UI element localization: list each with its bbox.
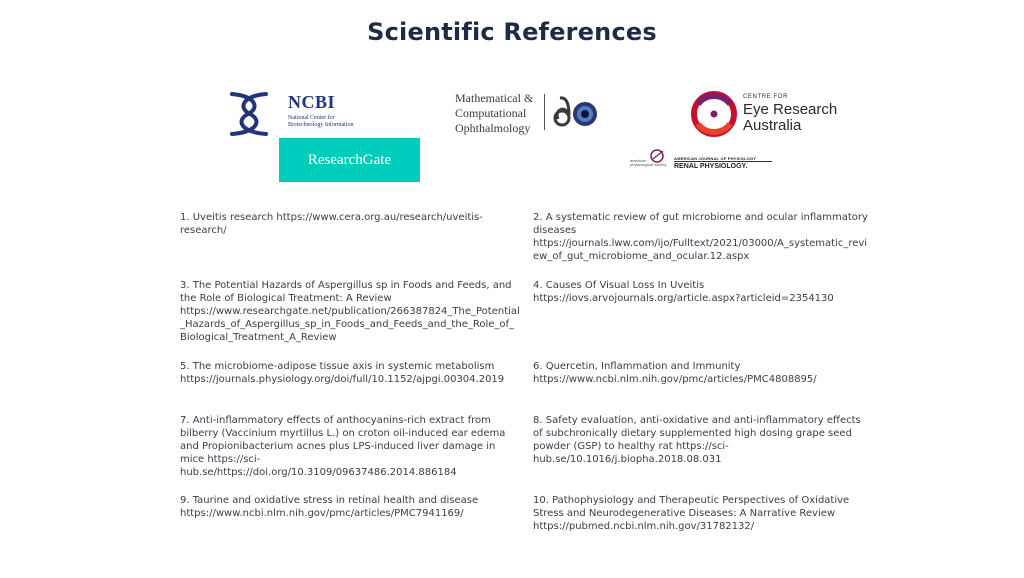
reference-9: 9. Taurine and oxidative stress in retinal health and disease https://www.ncbi.nlm.nih.gov/pmc/articles/PMC7941169/ [180, 495, 479, 519]
journal-divider [674, 161, 772, 162]
dna-helix-icon [226, 90, 274, 138]
cera-line-2: Australia [743, 117, 802, 134]
ncbi-subtitle: National Center for Biotechnology Information [288, 115, 354, 128]
ncbi-logo [226, 90, 366, 138]
society-name: american physiological society [630, 158, 667, 167]
mco-divider [544, 94, 545, 130]
eye-ring-icon [690, 90, 738, 138]
cera-line-1: Eye Research [743, 101, 838, 118]
mco-line-2: Computational [455, 106, 527, 120]
researchgate-name: ResearchGate [307, 151, 392, 168]
reference-6: 6. Quercetin, Inflammation and Immunity https://www.ncbi.nlm.nih.gov/pmc/articles/PMC4808895/ [533, 361, 817, 385]
mco-logo [455, 91, 605, 135]
researchgate-logo [279, 138, 420, 182]
cera-small-text: CENTRE FOR [743, 94, 788, 100]
reference-1: 1. Uveitis research https://www.cera.org.au/research/uveitis-research/ [180, 212, 483, 236]
renal-physiology-logo [630, 148, 780, 176]
ncbi-name: NCBI [288, 92, 336, 112]
reference-2: 2. A systematic review of gut microbiome and ocular inflammatory diseases https://journals.lww.com/ijo/Fulltext/2021/03000/A_systematic_review_of_gut_microbiome_and_ocular.12.aspx [533, 212, 868, 262]
reference-8: 8. Safety evaluation, anti-oxidative and anti-inflammatory effects of subchronically dietary supplemented high dosing grape seed powder (GSP) to healthy rat https://sci-hub.se/10.1016/j.biopha.2018.08.031 [533, 415, 861, 465]
journal-name: RENAL PHYSIOLOGY. [674, 163, 748, 170]
cera-logo [690, 90, 840, 138]
eye-icon [552, 95, 602, 131]
page-title: Scientific References [367, 18, 657, 46]
reference-5: 5. The microbiome-adipose tissue axis in systemic metabolism https://journals.physiology.org/doi/full/10.1152/ajpgi.00304.2019 [180, 361, 505, 385]
mco-line-1: Mathematical & [455, 91, 534, 105]
mco-line-3: Ophthalmology [455, 121, 531, 135]
reference-10: 10. Pathophysiology and Therapeutic Perspectives of Oxidative Stress and Neurodegenerative Diseases: A Narrative Review https://pubmed.ncbi.nlm.nih.gov/31782132/ [533, 495, 850, 532]
reference-3: 3. The Potential Hazards of Aspergillus sp in Foods and Feeds, and the Role of Biological Treatment: A Review https://www.researchgate.net/publication/266387824_The_Potential_Hazards_of_Aspergillus_sp_in_Foods_and_Feeds_and_the_Role_of_Biological_Treatment_A_Review [180, 280, 520, 343]
journal-small: AMERICAN JOURNAL OF PHYSIOLOGY [674, 156, 757, 161]
reference-4: 4. Causes Of Visual Loss In Uveitis https://iovs.arvojournals.org/article.aspx?articleid=2354130 [533, 280, 834, 304]
reference-7: 7. Anti-inflammatory effects of anthocyanins-rich extract from bilberry (Vaccinium myrtillus L.) on croton oil-induced ear edema and Propionibacterium acnes plus LPS-induced liver damage in mice https://sci-hub.se/https://doi.org/10.3109/09637486.2014.886184 [180, 415, 506, 478]
